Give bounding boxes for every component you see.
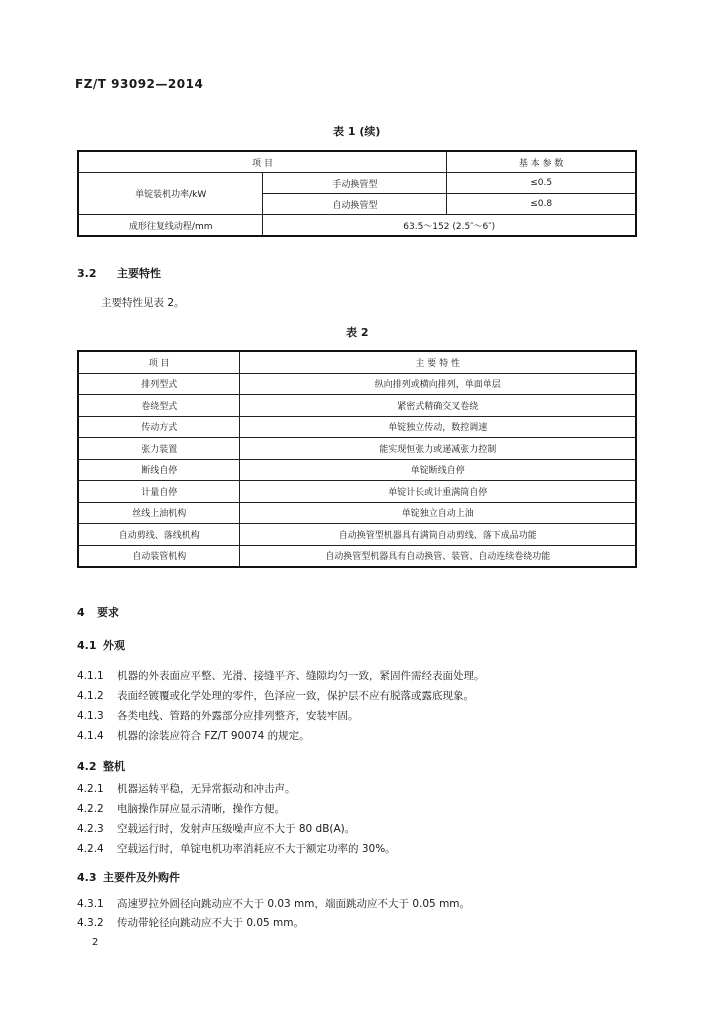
table-row [78,395,636,417]
clause-text: 表面经镀覆或化学处理的零件，色泽应一致，保护层不应有脱落或露底现象。 [117,690,474,702]
table1-cell-sub: 手动换管型 [263,173,447,194]
clause-text: 机器的外表面应平整、光滑、接缝平齐、缝隙均匀一致，紧固件需经表面处理。 [117,670,485,682]
page-number: 2 [92,937,99,948]
table2-cell-item: 卷绕型式 [78,395,240,417]
table2-cell-value: 单锭独立传动，数控调速 [240,416,636,438]
clause-number: 4.3.2 [77,917,104,929]
table-row [78,373,636,395]
table1-cell-value: 63.5～152 (2.5″～6″) [263,215,636,237]
standard-header: FZ/T 93092—2014 [75,77,204,91]
table2-cell-item: 断线自停 [78,459,240,481]
clause-number: 4.1.2 [77,690,104,702]
clause [77,781,296,796]
table2-caption: 表 2 [346,326,369,339]
table2-header-value: 主 要 特 性 [240,351,636,373]
section-title: 主要特性 [117,267,161,280]
table2-cell-value: 自动换管型机器具有自动换管、装管、自动连续卷绕功能 [240,545,636,567]
table2-cell-item: 自动剪线、落线机构 [78,524,240,546]
clause [77,821,355,836]
table-row [78,438,636,460]
table1-caption: 表 1 (续) [333,125,381,138]
clause [77,728,310,743]
table1-cell-label: 成形往复线动程/mm [78,215,263,237]
clause-text: 各类电线、管路的外露部分应排列整齐，安装牢固。 [117,710,359,722]
section-heading [77,604,119,620]
section-heading [77,265,161,281]
section-number: 4.3 [77,871,97,884]
clause-number: 4.2.4 [77,843,104,855]
clause-text: 电脑操作屏应显示清晰，操作方便。 [117,803,285,815]
clause-number: 4.2.3 [77,823,104,835]
table-row [78,173,636,194]
table-row [78,459,636,481]
table-row [78,502,636,524]
table1-header-item: 项 目 [78,151,447,173]
table2-cell-value: 纵向排列或横向排列，单面单层 [240,373,636,395]
clause-text: 空载运行时，单锭电机功率消耗应不大于额定功率的 30%。 [117,843,396,855]
section-number: 3.2 [77,267,97,280]
table2-header-row [78,351,636,373]
table2-cell-item: 传动方式 [78,416,240,438]
clause [77,688,474,703]
section-title: 主要件及外购件 [103,871,180,884]
table2-cell-item: 丝线上油机构 [78,502,240,524]
section-number: 4.2 [77,760,97,773]
table1-cell-label: 单锭装机功率/kW [78,173,263,215]
table1 [77,150,637,237]
section-heading [77,758,125,774]
clause-number: 4.3.1 [77,898,104,910]
section-title: 要求 [97,606,119,619]
clause-text: 机器的涂装应符合 FZ/T 90074 的规定。 [117,730,310,742]
table1-header-value: 基 本 参 数 [447,151,636,173]
table2-cell-value: 单锭计长或计重满筒自停 [240,481,636,503]
table1-cell-value: ≤0.5 [447,173,636,194]
clause [77,801,285,816]
table-row [78,416,636,438]
clause-text: 机器运转平稳，无异常振动和冲击声。 [117,783,296,795]
table1-cell-value: ≤0.8 [447,194,636,215]
section-title: 外观 [103,639,125,652]
table2-cell-value: 紧密式精确交叉卷绕 [240,395,636,417]
clause [77,668,485,683]
clause [77,841,396,856]
table1-header-row [78,151,636,173]
table2-cell-value: 自动换管型机器具有满筒自动剪线、落下成品功能 [240,524,636,546]
table2-header-item: 项 目 [78,351,240,373]
clause-number: 4.2.1 [77,783,104,795]
table2-cell-item: 排列型式 [78,373,240,395]
clause-text: 高速罗拉外圆径向跳动应不大于 0.03 mm，端面跳动应不大于 0.05 mm。 [117,898,471,910]
table-row [78,524,636,546]
table2-cell-item: 自动装管机构 [78,545,240,567]
table-row [78,215,636,237]
table1-cell-sub: 自动换管型 [263,194,447,215]
clause [77,896,470,911]
section-intro: 主要特性见表 2。 [101,297,185,309]
section-heading [77,869,180,885]
clause-number: 4.1.3 [77,710,104,722]
section-heading [77,637,125,653]
table2-cell-item: 张力装置 [78,438,240,460]
section-number: 4 [77,606,85,619]
table-row [78,545,636,567]
table-row [78,481,636,503]
clause [77,708,359,723]
table2 [77,350,637,568]
section-number: 4.1 [77,639,97,652]
clause-number: 4.1.1 [77,670,104,682]
table2-cell-value: 单锭独立自动上油 [240,502,636,524]
section-title: 整机 [103,760,125,773]
table2-cell-value: 单锭断线自停 [240,459,636,481]
clause [77,915,304,930]
clause-text: 空载运行时，发射声压级噪声应不大于 80 dB(A)。 [117,823,356,835]
clause-number: 4.1.4 [77,730,104,742]
table2-cell-value: 能实现恒张力或递减张力控制 [240,438,636,460]
clause-number: 4.2.2 [77,803,104,815]
table2-cell-item: 计量自停 [78,481,240,503]
clause-text: 传动带轮径向跳动应不大于 0.05 mm。 [117,917,305,929]
